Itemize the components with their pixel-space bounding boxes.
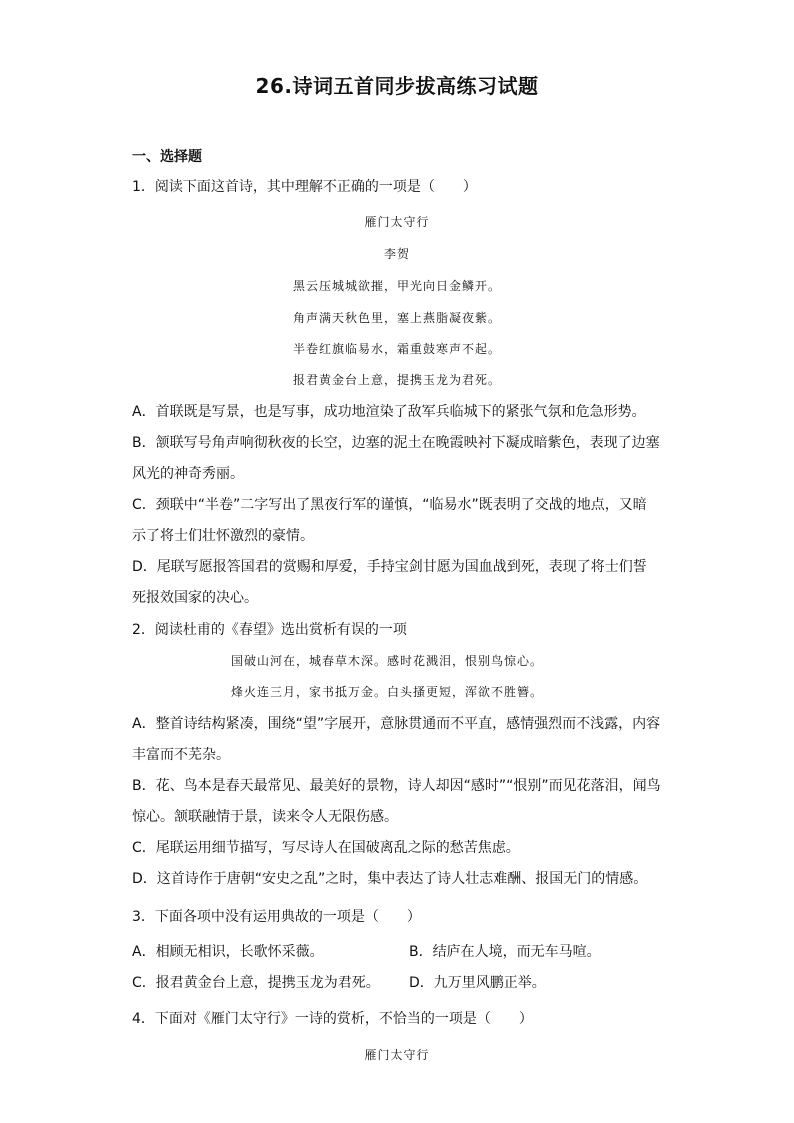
q1-option-d-line-1: D．尾联写愿报答国君的赏赐和厚爱，手持宝剑甘愿为国血战到死，表现了将士们誓 [132,559,647,575]
q1-poem-title: 雁门太守行 [364,215,430,229]
section-heading: 一、选择题 [132,149,202,165]
q2-option-a-line-1: A．整首诗结构紧凑，围绕“望”字展开，意脉贯通而不平直，感情强烈而不浅露，内容 [132,716,661,732]
q1-stem: 1．阅读下面这首诗，其中理解不正确的一项是（ ） [132,179,477,195]
q4-poem-title: 雁门太守行 [364,1048,430,1062]
document-title: 26.诗词五首同步拔高练习试题 [255,74,539,98]
q2-option-c: C．尾联运用细节描写，写尽诗人在国破离乱之际的愁苦焦虑。 [132,840,520,856]
q2-option-b-line-2: 惊心。颔联融情于景，读来令人无限伤感。 [132,809,398,825]
q1-poem-line-4: 报君黄金台上意，提携玉龙为君死。 [292,373,501,387]
q1-option-d-line-2: 死报效国家的决心。 [132,590,258,606]
q1-poem-author: 李贺 [383,247,410,261]
q1-option-c-line-1: C．颈联中“半卷”二字写出了黑夜行军的谨慎，“临易水”既表明了交战的地点，又暗 [132,497,647,513]
q2-poem-line-2: 烽火连三月，家书抵万金。白头搔更短，浑欲不胜簪。 [231,685,544,699]
q1-option-c-line-2: 示了将士们壮怀激烈的豪情。 [132,528,314,544]
q1-option-b-line-1: B．颔联写号角声响彻秋夜的长空，边塞的泥土在晚霞映衬下凝成暗紫色，表现了边塞 [132,435,660,451]
q1-poem-line-2: 角声满天秋色里，塞上燕脂凝夜紫。 [292,311,501,325]
q2-option-a-line-2: 丰富而不芜杂。 [132,747,230,763]
q3-option-c: C．报君黄金台上意，提携玉龙为君死。 [132,975,380,991]
q2-option-d: D．这首诗作于唐朝“安史之乱”之时，集中表达了诗人壮志难酬、报国无门的情感。 [132,871,648,887]
q1-poem-line-3: 半卷红旗临易水，霜重鼓寒声不起。 [292,342,501,356]
q4-stem: 4．下面对《雁门太守行》一诗的赏析，不恰当的一项是（ ） [132,1011,533,1027]
q2-stem: 2．阅读杜甫的《春望》选出赏析有误的一项 [132,622,407,638]
q1-option-a: A．首联既是写景，也是写事，成功地渲染了敌军兵临城下的紧张气氛和危急形势。 [132,404,646,420]
q3-option-b: B．结庐在人境，而无车马喧。 [409,944,601,960]
q3-option-a: A．相顾无相识，长歌怀采薇。 [132,944,324,960]
q1-poem-line-1: 黑云压城城欲摧，甲光向日金鳞开。 [292,279,501,293]
q2-poem-line-1: 国破山河在，城春草木深。感时花溅泪，恨别鸟惊心。 [231,654,544,668]
q1-option-b-line-2: 风光的神奇秀丽。 [132,466,244,482]
q3-option-d: D．九万里风鹏正举。 [409,975,546,991]
q3-stem: 3．下面各项中没有运用典故的一项是（ ） [132,909,421,925]
q2-option-b-line-1: B．花、鸟本是春天最常见、最美好的景物，诗人却因“感时”“恨别”而见花落泪，闻鸟 [132,778,661,794]
